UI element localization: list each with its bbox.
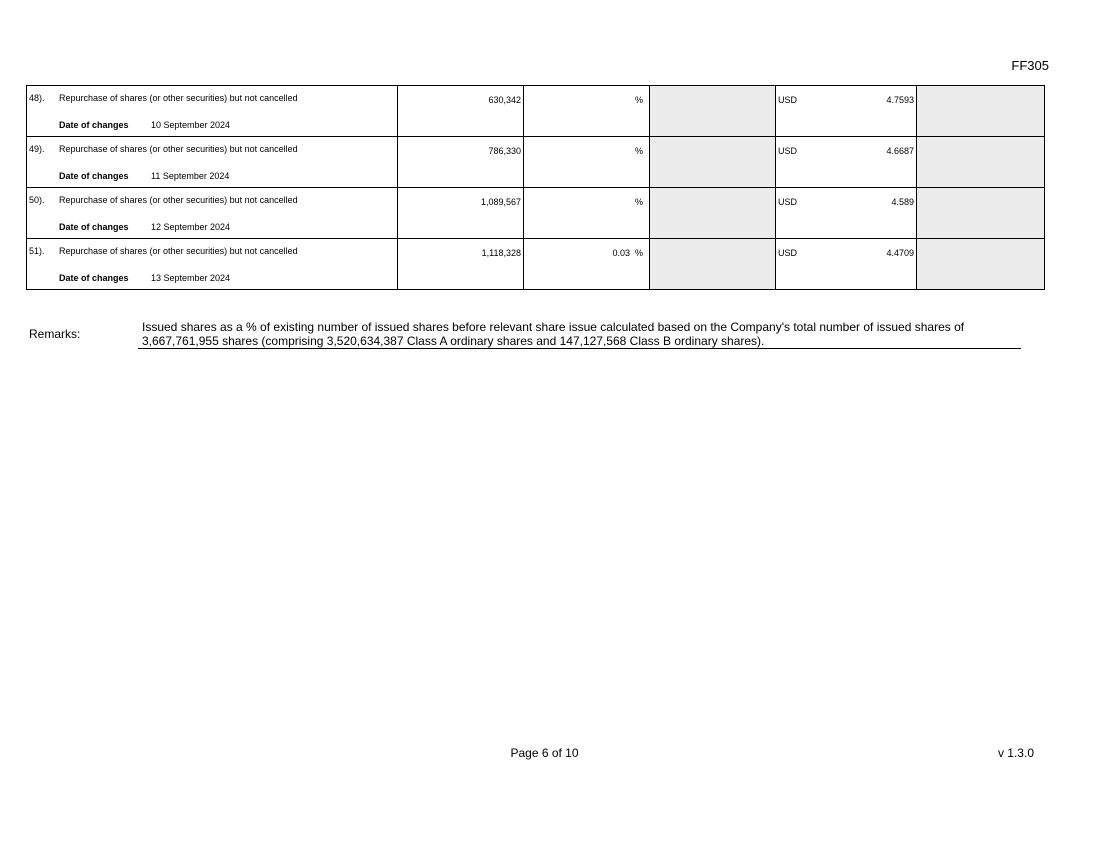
remarks-text bbox=[138, 320, 1021, 349]
number-of-shares: 1,118,328 bbox=[481, 248, 521, 258]
number-of-shares: 786,330 bbox=[488, 146, 521, 156]
shaded-cell bbox=[917, 137, 1044, 187]
shaded-cell bbox=[650, 86, 776, 136]
percent-value: 0.03 bbox=[612, 248, 630, 258]
percent-sign: % bbox=[634, 95, 643, 105]
number-of-shares: 630,342 bbox=[488, 95, 521, 105]
price-cell bbox=[776, 137, 917, 187]
currency: USD bbox=[778, 146, 798, 156]
share-changes-table bbox=[26, 85, 1045, 290]
shares-cell bbox=[398, 188, 524, 238]
description-cell bbox=[27, 137, 398, 187]
remarks-line: Issued shares as a % of existing number of issued shares before relevant share issue calculated based on the Company's total number of issued shares of bbox=[142, 320, 965, 334]
shaded-cell bbox=[650, 239, 776, 289]
date-label: Date of changes bbox=[59, 222, 129, 232]
date-label: Date of changes bbox=[59, 120, 129, 130]
table-row bbox=[27, 239, 1044, 290]
row-description: Repurchase of shares (or other securities) but not cancelled bbox=[59, 93, 298, 103]
percent-cell bbox=[524, 137, 650, 187]
price: 4.7593 bbox=[886, 95, 914, 105]
shaded-cell bbox=[650, 188, 776, 238]
date-value: 12 September 2024 bbox=[151, 222, 231, 232]
remarks-line: 3,667,761,955 shares (comprising 3,520,634,387 Class A ordinary shares and 147,127,568 Class B ordinary shares). bbox=[142, 334, 765, 348]
row-index: 50). bbox=[29, 195, 45, 205]
date-label: Date of changes bbox=[59, 171, 129, 181]
description-cell bbox=[27, 239, 398, 289]
price-cell bbox=[776, 188, 917, 238]
shares-cell bbox=[398, 239, 524, 289]
date-value: 10 September 2024 bbox=[151, 120, 231, 130]
price-cell bbox=[776, 86, 917, 136]
row-index: 49). bbox=[29, 144, 45, 154]
date-label: Date of changes bbox=[59, 273, 129, 283]
form-code: FF305 bbox=[1011, 58, 1049, 73]
description-cell bbox=[27, 86, 398, 136]
row-index: 51). bbox=[29, 246, 45, 256]
page-number: Page 6 of 10 bbox=[510, 746, 579, 760]
number-of-shares: 1,089,567 bbox=[480, 197, 521, 207]
shaded-cell bbox=[650, 137, 776, 187]
version-label: v 1.3.0 bbox=[997, 746, 1034, 760]
date-value: 13 September 2024 bbox=[151, 273, 231, 283]
row-index: 48). bbox=[29, 93, 45, 103]
remarks-label: Remarks: bbox=[29, 327, 81, 341]
currency: USD bbox=[778, 95, 798, 105]
row-description: Repurchase of shares (or other securities) but not cancelled bbox=[59, 246, 298, 256]
shares-cell bbox=[398, 86, 524, 136]
table-row bbox=[27, 188, 1044, 239]
price: 4.6687 bbox=[886, 146, 914, 156]
percent-cell bbox=[524, 239, 650, 289]
table-row bbox=[27, 86, 1044, 137]
row-description: Repurchase of shares (or other securities) but not cancelled bbox=[59, 195, 298, 205]
percent-cell bbox=[524, 86, 650, 136]
percent-cell bbox=[524, 188, 650, 238]
shares-cell bbox=[398, 137, 524, 187]
description-cell bbox=[27, 188, 398, 238]
shaded-cell bbox=[917, 86, 1044, 136]
table-row bbox=[27, 137, 1044, 188]
percent-sign: % bbox=[634, 146, 643, 156]
row-description: Repurchase of shares (or other securities) but not cancelled bbox=[59, 144, 298, 154]
percent-sign: % bbox=[634, 248, 643, 258]
shaded-cell bbox=[917, 188, 1044, 238]
shaded-cell bbox=[917, 239, 1044, 289]
currency: USD bbox=[778, 248, 798, 258]
percent-sign: % bbox=[634, 197, 643, 207]
date-value: 11 September 2024 bbox=[151, 171, 230, 181]
price: 4.589 bbox=[891, 197, 914, 207]
price-cell bbox=[776, 239, 917, 289]
price: 4.4709 bbox=[886, 248, 914, 258]
currency: USD bbox=[778, 197, 798, 207]
